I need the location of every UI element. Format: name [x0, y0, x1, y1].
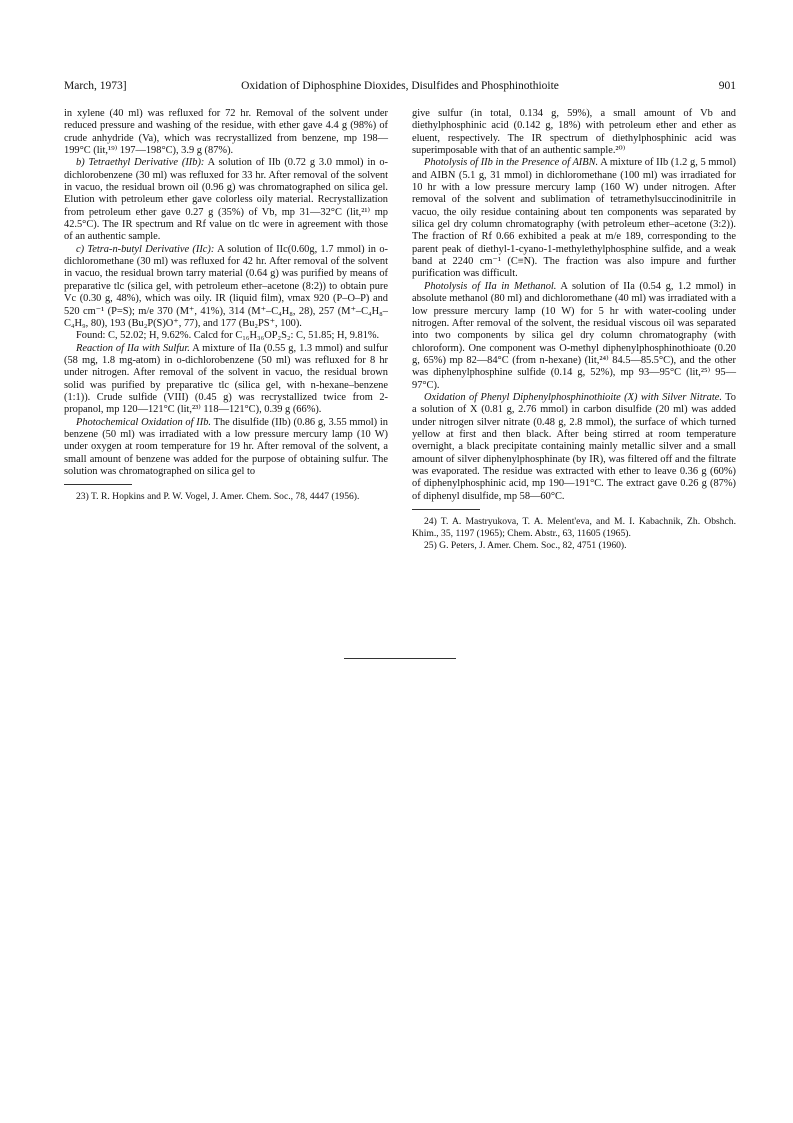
paragraph: b) Tetraethyl Derivative (IIb): A solution of IIb (0.72 g 3.0 mmol) in o-dichlorobenzene (30 ml) was refluxed for 33 hr. After removal of the solvent in vacuo, the residual brown oil (0.96 g) was chromatographed on silica gel. Elution with petroleum ether gave colorless oily material. Recrystallization from petroleum ether gave 0.27 g (35%) of Vb, mp 31—32°C (lit,²¹⁾ mp 42.5°C). The IR spectrum and Rf value on tlc were in agreement with those of an authentic sample.	[64, 157, 388, 243]
paragraph: Photolysis of IIb in the Presence of AIBN. A mixture of IIb (1.2 g, 5 mmol) and AIBN (5.1 g, 31 mmol) in dichloromethane (100 ml) was irradiated for 10 hr with a low pressure mercury lamp (160 W) under nitrogen. After removal of the solvent and sublimation of tetramethylsuccinodinitrile in vacuo, the oily residue containing about ten components was separated by silica gel dry column chromatography (with petroleum ether–acetone (3:2)). The fraction of Rf 0.66 exhibited a peak at m/e 189, corresponding to the parent peak of diethyl-1-cyano-1-methylethylphosphine sulfide, and a weak band at 2240 cm⁻¹ (C≡N). The fraction was also impure and further purification was difficult.	[412, 157, 737, 280]
section-heading: Oxidation of Phenyl Diphenylphosphinothioite (X) with Silver Nitrate.	[424, 391, 722, 403]
section-heading: Photolysis of IIa in Methanol.	[424, 280, 557, 292]
paragraph: Photolysis of IIa in Methanol. A solution of IIa (0.54 g, 1.2 mmol) in absolute methanol (80 ml) and dichloromethane (40 ml) was irradiated with a low pressure mercury lamp (10 W) for 5 hr with water-cooling under nitrogen. After removal of the solvent, the residual viscous oil was separated into two components by silica gel dry column chromatography (with chloroform). One component was O-methyl diphenylphosphinothioate (0.20 g, 65%) mp 82—84°C (from n-hexane) (lit,²⁴⁾ 84.5—85.5°C), and the other was diphenylphosphine sulfide (0.14 g, 52%), mp 93—95°C (lit,²⁵⁾ 95—97°C).	[412, 280, 737, 391]
footnote: 25) G. Peters, J. Amer. Chem. Soc., 82, 4751 (1960).	[424, 540, 627, 551]
header-date: March, 1973]	[64, 80, 127, 92]
paragraph: Oxidation of Phenyl Diphenylphosphinothioite (X) with Silver Nitrate. To a solution of X (0.81 g, 2.76 mmol) in carbon disulfide (20 ml) was added under nitrogen silver nitrate (0.48 g, 2.8 mmol), the surface of which turned yellow at first and then black. After being stirred at room temperature overnight, a black precipitate containing mainly metallic silver and a small amount of silver diphenylphosphinate (by IR), was filtered off and the filtrate was evaporated. The residue was extracted with ether to leave 0.36 g (60%) of diphenylphosphinic acid, mp 190—191°C. The extract gave 0.26 g (87%) of diphenyl disulfide, mp 58—60°C.	[412, 391, 736, 502]
section-heading: b) Tetraethyl Derivative (IIb):	[76, 157, 205, 169]
footnote-divider	[412, 509, 480, 510]
running-header	[64, 80, 736, 96]
footnote: 24) T. A. Mastryukova, T. A. Melent'eva, and M. I. Kabachnik, Zh. Obshch. Khim., 35, 1197 (1965); Chem. Abstr., 63, 11605 (1965).	[412, 516, 736, 539]
right-column	[412, 108, 736, 552]
paragraph: Found: C, 52.02; H, 9.62%. Calcd for C₁₆H₃₆OP₂S₂: C, 51.85; H, 9.81%.	[76, 330, 380, 342]
paragraph: Reaction of IIa with Sulfur. A mixture of IIa (0.55 g, 1.3 mmol) and sulfur (58 mg, 1.8 mg-atom) in o-dichlorobenzene (50 ml) was refluxed for 8 hr under nitrogen. After removal of the solvent in vacuo, the residual brown solid was purified by preparative tlc (silica gel, with n-hexane–benzene (1:1)). Crude sulfide (VIII) (0.45 g) was recrystallized twice from 2-propanol, mp 120—121°C (lit,²³⁾ 118—121°C), 0.39 g (66%).	[64, 342, 388, 416]
header-title: Oxidation of Diphosphine Dioxides, Disulfides and Phosphinothioite	[241, 80, 559, 92]
left-column	[64, 108, 388, 503]
footnote-divider	[64, 484, 132, 485]
paragraph: in xylene (40 ml) was refluxed for 72 hr. Removal of the solvent under reduced pressure and washing of the residue, with ether gave 4.4 g (98%) of crude anhydride (Va), which was recrystallized from benzene, mp 198—199°C (lit,¹⁹⁾ 197—198°C), 3.9 g (87%).	[64, 108, 388, 157]
paragraph: c) Tetra-n-butyl Derivative (IIc): A solution of IIc(0.60g, 1.7 mmol) in o-dichloromethane (30 ml) was refluxed for 42 hr. After removal of the solvent in vacuo, the residual brown tarry material (0.64 g) was purified by means of preparative tlc (silica gel, with petroleum ether–acetone (8:2)) to obtain pure Vc (0.30 g, 48%), which was oily. IR (liquid film), νmax 920 (P–O–P) and 520 cm⁻¹ (P=S); m/e 370 (M⁺, 41%), 314 (M⁺–C₄H₈, 28), 257 (M⁺–C₄H₈–C₄H₉, 80), 193 (Bu₂P(S)O⁺, 77), and 177 (Bu₂PS⁺, 100).	[64, 243, 388, 329]
section-heading: c) Tetra-n-butyl Derivative (IIc):	[76, 243, 215, 255]
paragraph: give sulfur (in total, 0.134 g, 59%), a small amount of Vb and diethylphosphinic acid (0.142 g, 18%) with petroleum ether and ether as eluent, respectively. The IR spectrum of diethylphosphinic acid was superimposable with that of an authentic sample.²⁰⁾	[412, 108, 736, 157]
section-heading: Photochemical Oxidation of IIb.	[76, 416, 212, 428]
paragraph: Photochemical Oxidation of IIb. The disulfide (IIb) (0.86 g, 3.55 mmol) in benzene (50 ml) was irradiated with a low pressure mercury lamp (10 W) under oxygen at room temperature for 19 hr. After removal of the solvent, a small amount of benzene was added for the purpose of obtaining sulfur. The solution was chromatographed on silica gel to	[64, 416, 388, 477]
page-number: 901	[718, 80, 736, 92]
footnote: 23) T. R. Hopkins and P. W. Vogel, J. Amer. Chem. Soc., 78, 4447 (1956).	[76, 491, 360, 503]
end-rule	[344, 658, 456, 659]
section-heading: Reaction of IIa with Sulfur.	[76, 342, 190, 354]
section-heading: Photolysis of IIb in the Presence of AIBN.	[424, 157, 599, 169]
